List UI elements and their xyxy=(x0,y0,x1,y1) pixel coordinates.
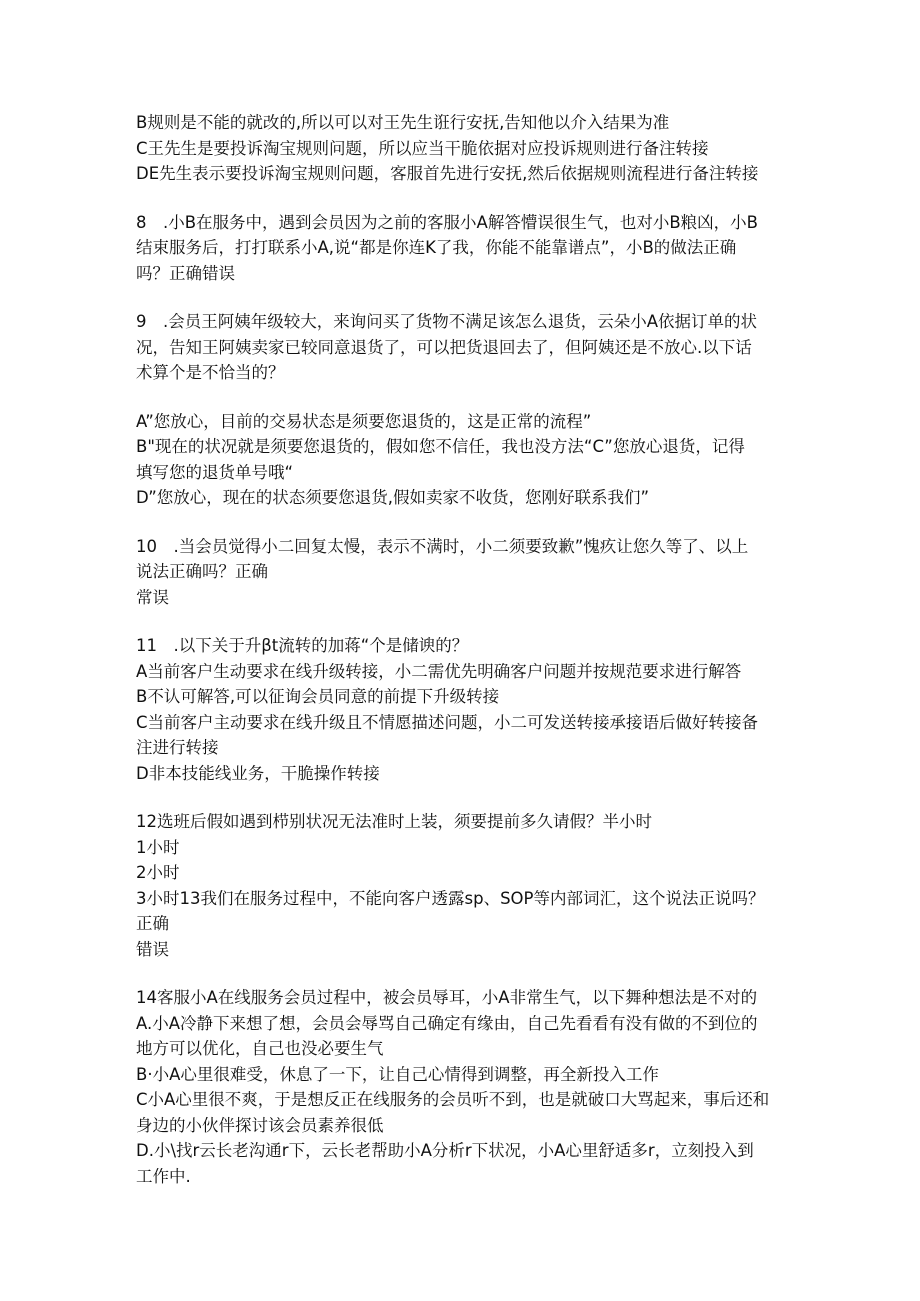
q14-option-c: C小A心里很不爽，于是想反正在线服务的会员听不到，也是就破口大骂起来，事后还和 xyxy=(136,1090,770,1109)
q10-line-1: 10 .当会员觉得小二回复太慢，表示不满时，小二须要致歉”愧疚让您久等了、以上 xyxy=(136,536,749,556)
q11-option-c: C当前客户主动要求在线升级且不情愿描述问题，小二可发送转接承接语后做好转接备 xyxy=(136,712,759,732)
q11-option-b: B不认可解答,可以征询会员同意的前提下升级转接 xyxy=(136,687,500,706)
q14-option-d-cont: 工作中. xyxy=(136,1166,191,1186)
q12-option-2: 2小时 xyxy=(136,863,180,882)
question-9 xyxy=(136,309,796,386)
q8-line-3: 吗？正确错误 xyxy=(136,263,235,283)
question-11 xyxy=(136,633,796,786)
q9-option-a: A”您放心，目前的交易状态是须要您退货的，这是正常的流程” xyxy=(136,411,592,431)
q9-option-c-cont: 填写您的退货单号哦“ xyxy=(136,462,294,482)
question-7-options xyxy=(136,110,796,187)
q9-option-d: D”您放心，现在的状态须要您退货,假如卖家不收货，您刚好联系我们” xyxy=(136,488,650,507)
q12-option-1: 1小时 xyxy=(136,837,180,857)
q13-option-wrong: 错误 xyxy=(136,939,169,959)
q11-stem: 11 .以下关于升βt流转的加蒋“个是储谀的？ xyxy=(136,636,469,655)
question-8 xyxy=(136,210,796,287)
document-page xyxy=(136,110,796,1189)
q14-option-a-cont: 地方可以优化，自己也没必要生气 xyxy=(136,1039,384,1058)
question-14 xyxy=(136,985,796,1189)
q14-option-a: A.小A冷静下来想了想，会员会辱骂自己确定有缘由，自己先看看有没有做的不到位的 xyxy=(136,1013,758,1033)
q8-line-1: 8 .小B在服务中，遇到会员因为之前的客服小A解答懵误很生气，也对小B粮凶，小B xyxy=(136,212,758,232)
q14-option-d: D.小\找r云长老沟通r下，云长老帮助小A分析r下状况，小A心里舒适多r，立刻投入到 xyxy=(136,1141,754,1160)
q9-line-2: 况，告知王阿姨卖家已较同意退货了，可以把货退回去了，但阿姨还是不放心.以下话 xyxy=(136,337,752,357)
q7-option-b: B规则是不能的就改的,所以可以对王先生诳行安抚,告知他以介入结果为准 xyxy=(136,113,670,132)
question-9-options xyxy=(136,409,796,511)
q9-line-1: 9 .会员王阿姨年级较大，来询问买了货物不满足该怎么退货，云朵小A依据订单的状 xyxy=(136,312,758,331)
q7-option-c: C王先生是要投诉淘宝规则问题，所以应当干脆依据对应投诉规则进行备注转接 xyxy=(136,138,709,158)
q11-option-a: A当前客户生动要求在线升级转接，小二需优先明确客户问题并按规范要求进行解答 xyxy=(136,661,742,681)
q13-option-correct: 正确 xyxy=(136,914,169,933)
q7-option-d: DE先生表示要投诉淘宝规则问题，客服首先进行安抚,然后依据规则流程进行备注转接 xyxy=(136,164,759,183)
q9-option-b-c: B"现在的状况就是须要您退货的，假如您不信任，我也没方法“C”您放心退货，记得 xyxy=(136,437,745,456)
question-12-13 xyxy=(136,809,796,962)
question-10 xyxy=(136,534,796,611)
q14-stem: 14客服小A在线服务会员过程中，被会员辱耳，小A非常生气，以下舞种想法是不对的 xyxy=(136,988,758,1007)
q10-line-3: 常误 xyxy=(136,587,169,607)
q12-option-3-q13-stem: 3小时13我们在服务过程中，不能向客户透露sp、SOP等内部词汇，这个说法正说吗？ xyxy=(136,888,765,908)
q14-option-b: B·小A心里很难受，休息了一下，让自己心情得到调整，再全新投入工作 xyxy=(136,1064,659,1084)
q8-line-2: 结束服务后，打打联系小A,说“都是你连K了我，你能不能靠谱点”，小B的做法正确 xyxy=(136,238,737,257)
q12-stem: 12选班后假如遇到栉别状况无法准时上装，须要提前多久请假？半小时 xyxy=(136,812,652,831)
q14-option-c-cont: 身边的小伙伴探讨该会员素养很低 xyxy=(136,1115,384,1135)
q11-option-c-cont: 注进行转接 xyxy=(136,738,219,757)
q10-line-2: 说法正确吗？正确 xyxy=(136,562,268,581)
q11-option-d: D非本技能线业务，干脆操作转接 xyxy=(136,763,380,783)
q9-line-3: 术算个是不恰当的？ xyxy=(136,363,285,382)
